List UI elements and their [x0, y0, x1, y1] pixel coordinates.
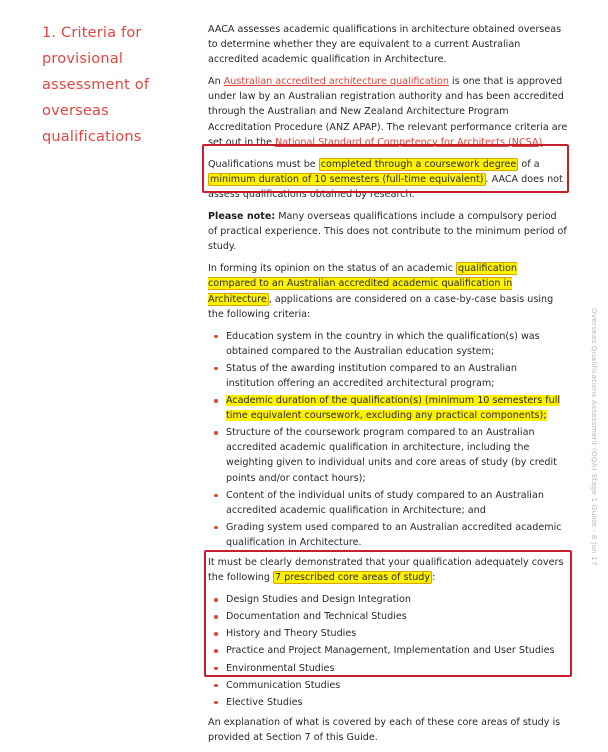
list-item: Grading system used compared to an Australian accredited academic qualification in Architecture. [226, 520, 568, 550]
note-label: Please note: [208, 211, 276, 223]
list-item: Environmental Studies [226, 661, 568, 676]
accredited-qualification-link[interactable]: Australian accredited architecture qualification [223, 76, 449, 88]
list-item: Documentation and Technical Studies [226, 609, 568, 624]
section-heading: 1. Criteria for provisional assessment of overseas qualifications [42, 25, 150, 145]
coursework-highlight: completed through a coursework degree [320, 158, 517, 170]
criteria-list [208, 329, 568, 550]
list-item: Education system in the country in which the qualification(s) was obtained compared to the Australian education system; [226, 329, 568, 359]
core-areas-highlight: 7 prescribed core areas of study [274, 572, 431, 584]
list-item [226, 393, 568, 423]
list-item: Structure of the coursework program compared to an Australian accredited academic qualification in architecture, including the weighting given to individual units and core areas of study (by credit points and/or contact hours); [226, 425, 568, 485]
list-item: History and Theory Studies [226, 626, 568, 641]
main-content [208, 22, 568, 752]
list-item: Communication Studies [226, 678, 568, 693]
ncsa-link[interactable]: National Standard of Competency for Architects (NCSA) [275, 136, 543, 148]
list-item: Content of the individual units of study compared to an Australian accredited academic qualification in Architecture; and [226, 488, 568, 518]
core-areas-paragraph: It must be clearly demonstrated that your qualification adequately covers the following 7 prescribed core areas of study : [208, 557, 564, 584]
core-areas-list [208, 592, 568, 710]
guide-footer-vertical: Overseas Qualifications Assessment (OQA) Stage 1 Guide - 8 Jun 17 [590, 308, 599, 566]
note-paragraph: Please note: Many overseas qualifications include a compulsory period of practical experience. This does not contribute to the minimum period of study. [208, 211, 567, 253]
accreditation-paragraph: An Australian accredited architecture qualification is one that is approved under law by an Australian registration authority and has been accredited through the Australian and New Zealand Architecture Program Accreditation Procedure (ANZ APAP). The relevant performance criteria are set out in the National Standard of Competency for Architects (NCSA). [208, 76, 568, 148]
list-item: Design Studies and Design Integration [226, 592, 568, 607]
coursework-paragraph: Qualifications must be completed through a coursework degree of a minimum duration of 10 semesters (full-time equivalent) . AACA does not assess qualifications obtained by research. [208, 158, 563, 200]
duration-highlight: minimum duration of 10 semesters (full-time equivalent) [210, 173, 484, 185]
explanation-paragraph: An explanation of what is covered by each of these core areas of study is provided at Section 7 of this Guide. [208, 716, 561, 743]
duration-criterion-highlight: Academic duration of the qualification(s) (minimum 10 semesters full time equivalent coursework, excluding any practical components); [226, 395, 561, 422]
comparison-highlight: qualification compared to an Australian accredited academic qualification in Architecture [208, 263, 518, 305]
intro-paragraph: AACA assesses academic qualifications in architecture obtained overseas to determine whether they are equivalent to a current Australian accredited academic qualification in Architecture. [208, 24, 562, 66]
list-item: Status of the awarding institution compared to an Australian institution offering an accredited architectural program; [226, 361, 568, 391]
list-item: Elective Studies [226, 695, 568, 710]
opinion-paragraph: In forming its opinion on the status of an academic qualification compared to an Australian accredited academic qualification in Architecture , applications are considered on a case-by-case basis using the following criteria: [208, 263, 554, 320]
list-item: Practice and Project Management, Implementation and User Studies [226, 643, 568, 658]
